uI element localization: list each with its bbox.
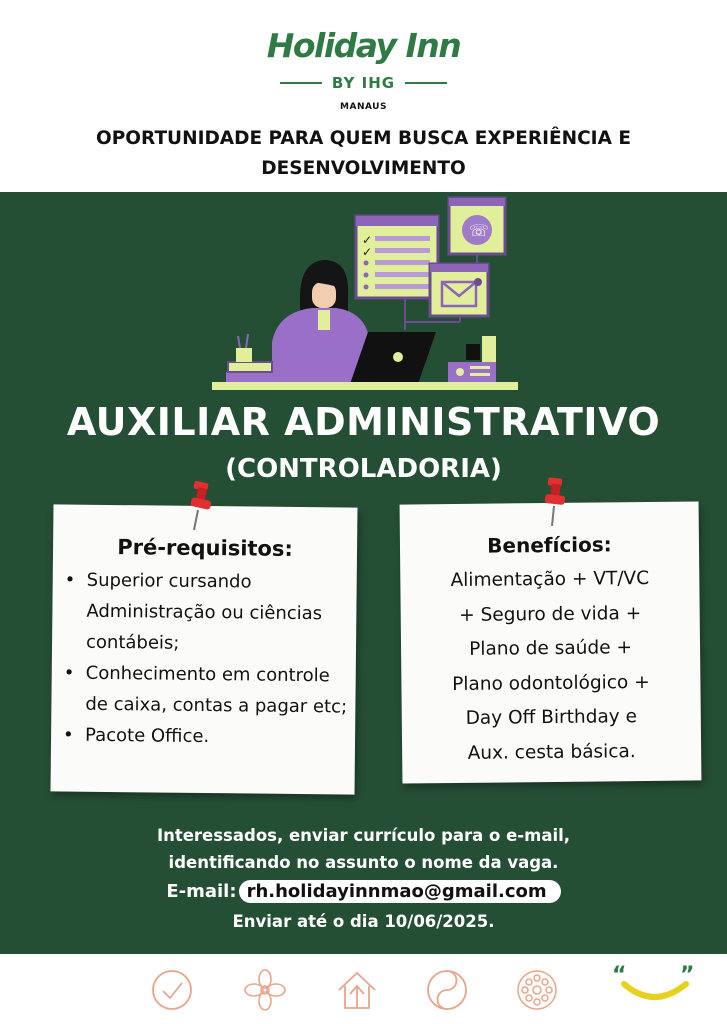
- flower-icon: [243, 968, 287, 1012]
- svg-text:“: “: [612, 963, 627, 988]
- svg-text:✓: ✓: [362, 245, 373, 259]
- yin-yang-circle-icon: [425, 968, 469, 1012]
- instruction-line-2: identificando no assunto o nome da vaga.: [168, 853, 559, 872]
- desk: [212, 382, 518, 390]
- footer: [0, 954, 727, 1024]
- svg-text:✓: ✓: [362, 233, 373, 247]
- benefits-card: [400, 501, 702, 783]
- svg-text:”: ”: [680, 963, 695, 988]
- deadline: Enviar até o dia 10/06/2025.: [232, 912, 495, 931]
- instruction-line-1: Interessados, enviar currículo para o e-mail,: [156, 826, 571, 845]
- brand-city: MANAUS: [340, 102, 387, 112]
- email-window-icon: [430, 264, 488, 316]
- benefits-heading: Benefícios:: [487, 532, 612, 558]
- brand-sub-text: BY IHG: [331, 74, 396, 92]
- benefit-line: + Seguro de vida +: [459, 602, 642, 626]
- job-subtitle: (CONTROLADORIA): [225, 454, 502, 484]
- benefit-line: Day Off Birthday e: [465, 706, 638, 729]
- benefit-line: Alimentação + VT/VC: [450, 567, 650, 592]
- check-circle-icon: [150, 968, 194, 1012]
- benefit-line: Plano odontológico +: [452, 671, 650, 695]
- checklist-window-icon: [356, 216, 438, 298]
- phone-window-icon: [449, 198, 505, 254]
- svg-text:☏: ☏: [469, 221, 490, 240]
- benefit-line: Aux. cesta básica.: [467, 740, 636, 764]
- house-arrow-icon: [335, 968, 379, 1012]
- pushpin-icon: [186, 480, 218, 532]
- email-link[interactable]: rh.holidayinnmao@gmail.com: [239, 880, 561, 903]
- headline: OPORTUNIDADE PARA QUEM BUSCA EXPERIÊNCIA E DESENVOLVIMENTO: [96, 128, 631, 179]
- dots-circle-icon: [515, 968, 559, 1012]
- pushpin-icon: [540, 476, 572, 528]
- list-item: • Pacote Office.: [59, 719, 355, 753]
- email-label: E-mail:: [166, 881, 237, 902]
- requirements-card: [51, 504, 358, 794]
- benefit-line: Plano de saúde +: [469, 637, 633, 660]
- job-title: AUXILIAR ADMINISTRATIVO: [66, 400, 661, 444]
- benefits-list: [400, 561, 701, 771]
- smile-quote-icon: [610, 960, 700, 1010]
- requirements-list: [59, 564, 357, 753]
- brand-logo: Holiday Inn: [266, 26, 461, 65]
- office-worker-illustration: [0, 0, 727, 400]
- list-item: • Superior cursando Administração ou ciências contábeis;: [60, 564, 357, 660]
- list-item: • Conhecimento em controle de caixa, contas a pagar etc;: [59, 657, 356, 722]
- email-row: [0, 880, 727, 903]
- requirements-heading: Pré-requisitos:: [117, 535, 293, 561]
